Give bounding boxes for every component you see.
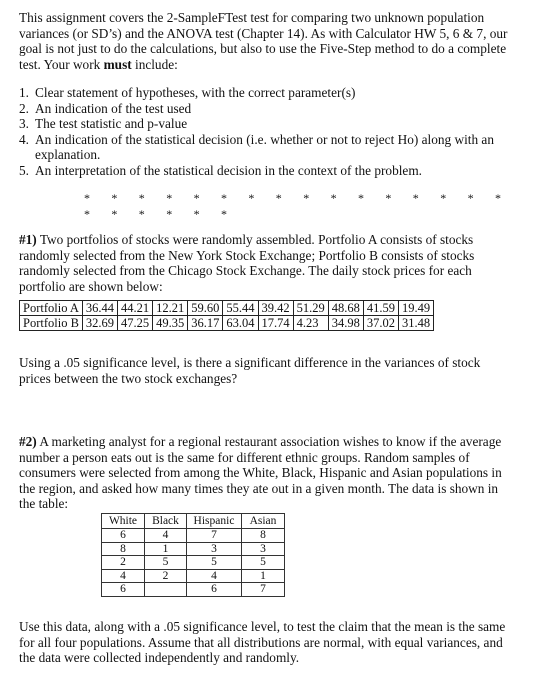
table-cell: 41.59 [363, 301, 398, 316]
table-cell: 31.48 [399, 316, 434, 331]
table-cell: 8 [242, 529, 285, 543]
table-cell: 4 [187, 569, 242, 583]
list-item-text: The test statistic and p-value [35, 116, 188, 131]
intro-paragraph [19, 10, 524, 72]
table-cell: 49.35 [153, 316, 188, 331]
table-cell: 36.17 [188, 316, 223, 331]
table-cell: 1 [145, 542, 187, 556]
portfolio-table [19, 300, 434, 331]
column-header: White [102, 514, 145, 529]
problem-2-text [19, 434, 514, 512]
table-cell: 4.23 [293, 316, 328, 331]
table-cell: 5 [242, 556, 285, 570]
table-cell: 63.04 [223, 316, 258, 331]
table-cell: 37.02 [363, 316, 398, 331]
table-cell: 3 [242, 542, 285, 556]
table-cell: 32.69 [82, 316, 117, 331]
table-cell: 6 [102, 529, 145, 543]
table-cell: 51.29 [293, 301, 328, 316]
list-item-number: 5. [19, 162, 29, 178]
table-row [102, 542, 285, 556]
row-header-cell: Portfolio B [20, 316, 83, 331]
list-item-number: 2. [19, 100, 29, 116]
table-cell: 59.60 [188, 301, 223, 316]
problem-2-question: Use this data, along with a .05 significance level, to test the claim that the mean is the same for all four populations. Assume that all distributions are normal, with equal variances, and the data were collected independently and randomly. [19, 619, 506, 665]
table-row [20, 301, 434, 316]
table-row [102, 569, 285, 583]
list-item [19, 132, 519, 163]
intro-must: must [103, 56, 132, 72]
table-cell: 1 [242, 569, 285, 583]
table-cell: 5 [187, 556, 242, 570]
table-cell: 5 [145, 556, 187, 570]
table-header-row [102, 514, 285, 529]
problem-1-label: #1) [19, 232, 37, 247]
intro-text-2: include: [131, 56, 178, 72]
list-item-text: An indication of the statistical decision (i.e. whether or not to reject Ho) along with an explanation. [35, 131, 494, 162]
column-header: Black [145, 514, 187, 529]
problem-2-body: A marketing analyst for a regional restaurant association wishes to know if the average number a person eats out is the same for different ethnic groups. Random samples of consumers were selected from among the White, Black, Hispanic and Asian populations in the region, and asked how many times they ate out in a given month. The data is shown in the table: [19, 434, 502, 511]
table-row [102, 583, 285, 597]
problem-2-label: #2) [19, 434, 37, 449]
problem-1-question: Using a .05 significance level, is there a significant difference in the variances of stock prices between the two stock exchanges? [19, 355, 481, 386]
problem-1-text [19, 232, 519, 294]
table-row [102, 556, 285, 570]
list-item-text: An indication of the test used [35, 100, 192, 116]
table-cell: 6 [102, 583, 145, 597]
list-item-number: 3. [19, 116, 29, 131]
table-cell: 8 [102, 542, 145, 556]
table-cell: 44.21 [118, 301, 153, 316]
eating-out-table [101, 513, 285, 597]
requirements-list [19, 85, 519, 178]
list-item [19, 163, 519, 179]
table-cell [145, 583, 187, 597]
column-header: Asian [242, 514, 285, 529]
list-item-text: Clear statement of hypotheses, with the correct parameter(s) [35, 85, 356, 100]
table-cell: 6 [187, 583, 242, 597]
list-item-number: 1. [19, 85, 29, 100]
table-cell: 55.44 [223, 301, 258, 316]
table-cell: 47.25 [118, 316, 153, 331]
table-row [102, 529, 285, 543]
table-cell: 48.68 [328, 301, 363, 316]
table-row [20, 316, 434, 331]
table-cell: 2 [102, 556, 145, 570]
table-cell: 7 [187, 529, 242, 543]
list-item-text: An interpretation of the statistical decision in the context of the problem. [35, 162, 422, 178]
column-header: Hispanic [187, 514, 242, 529]
table-cell: 36.44 [82, 301, 117, 316]
list-item [19, 116, 519, 132]
table-cell: 19.49 [399, 301, 434, 316]
table-cell: 4 [102, 569, 145, 583]
problem-1-body: Two portfolios of stocks were randomly assembled. Portfolio A consists of stocks randomly selected from the New York Stock Exchange; Portfolio B consists of stocks randomly selected from the Chicago Stock Exchange. The daily stock prices for each portfolio are shown below: [19, 232, 475, 294]
table-cell: 17.74 [258, 316, 293, 331]
list-item [19, 85, 519, 101]
table-cell: 34.98 [328, 316, 363, 331]
separator-stars: * * * * * * * * * * * * * * * * * * * * * * [84, 191, 511, 221]
table-cell: 12.21 [153, 301, 188, 316]
table-cell: 39.42 [258, 301, 293, 316]
list-item-number: 4. [19, 131, 29, 147]
table-cell: 2 [145, 569, 187, 583]
table-cell: 4 [145, 529, 187, 543]
table-cell: 7 [242, 583, 285, 597]
list-item [19, 101, 519, 117]
table-cell: 3 [187, 542, 242, 556]
intro-text-1: This assignment covers the 2-SampleFTest test for comparing two unknown population variances (or SD’s) and the ANOVA test (Chapter 14). As with Calculator HW 5, 6 & 7, our goal is not just to do the calculations, but also to use the Five-Step method to do a complete test. Your work [19, 10, 508, 72]
row-header-cell: Portfolio A [20, 301, 83, 316]
